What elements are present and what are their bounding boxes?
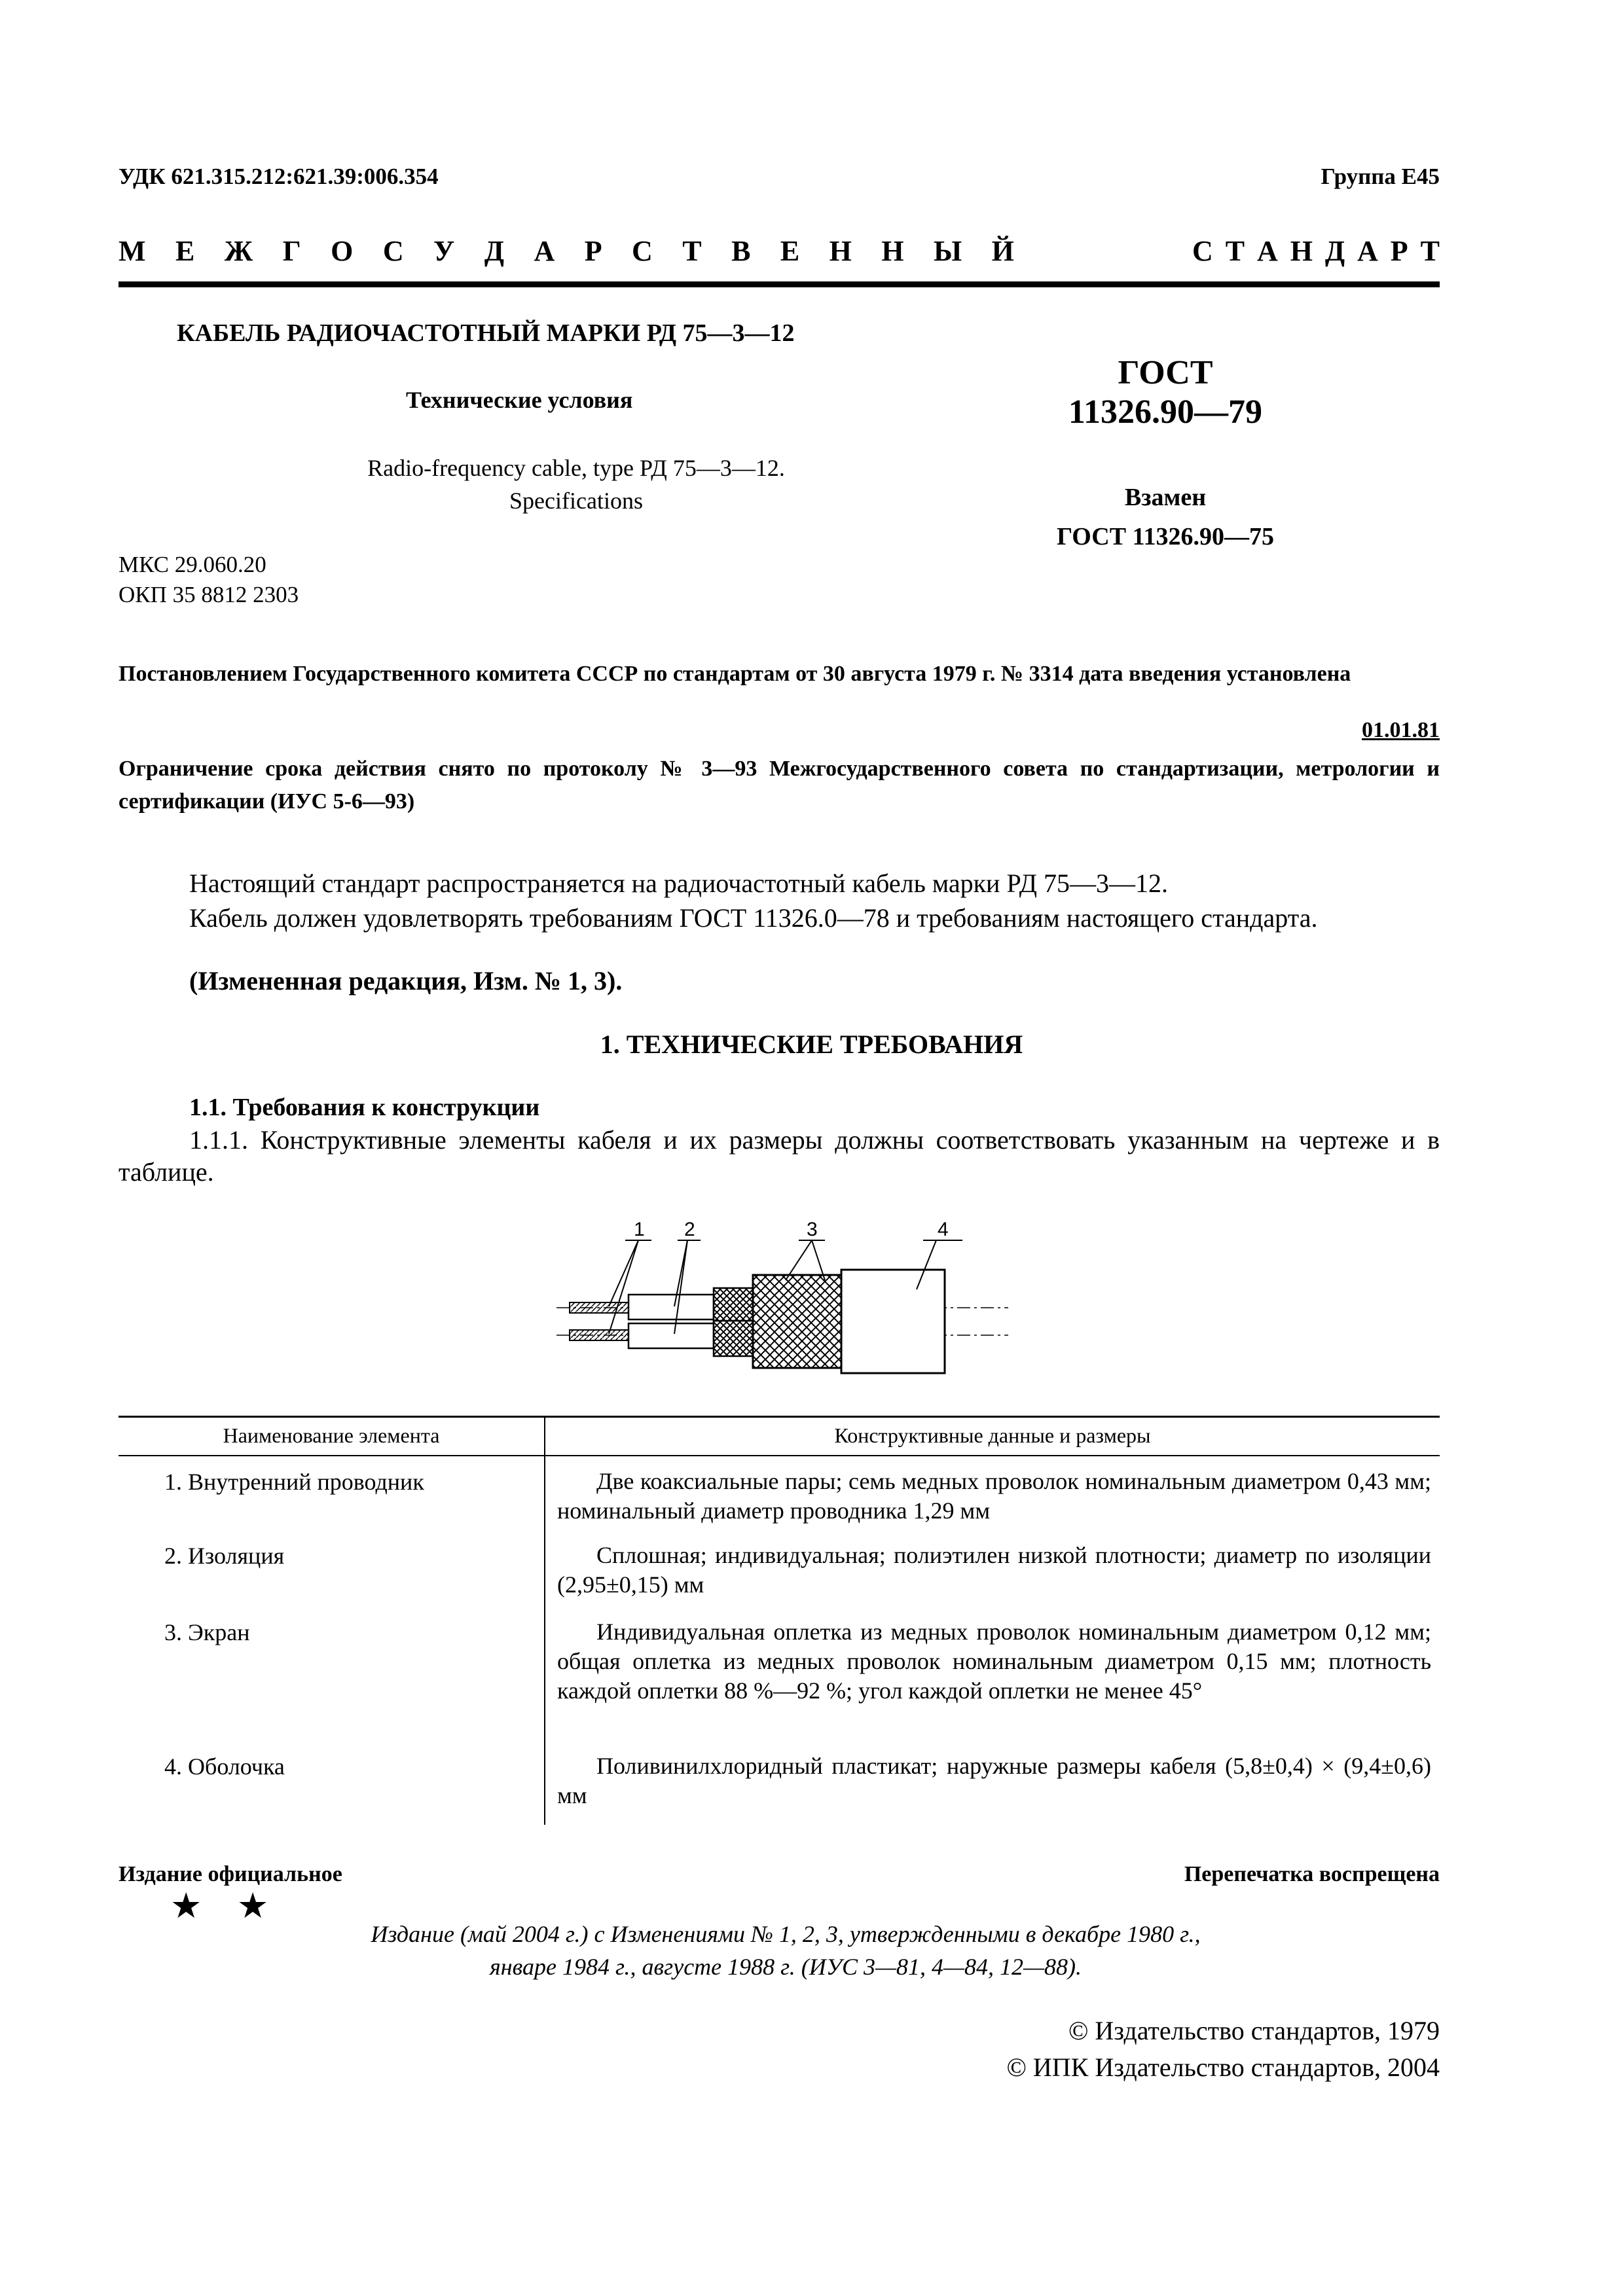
sheath [841,1270,945,1373]
gost-number: 11326.90—79 [1068,393,1263,431]
banner-letter: Н [881,235,904,267]
introduction-date: 01.01.81 [1362,718,1440,742]
subsection-heading: 1.1. Требования к конструкции [189,1094,540,1121]
replaces-block [1041,478,1290,556]
table-cell-element: 3. Экран [164,1619,250,1645]
banner-letter: О [331,235,354,267]
banner-letter: Ы [934,235,962,267]
banner-letter: С [632,235,653,267]
banner-letter: Е [175,235,195,267]
amendment-note: (Измененная редакция, Изм. № 1, 3). [189,966,623,996]
star-icon: ★ ★ [170,1886,282,1926]
banner-letter: У [433,235,455,267]
drawing-label-3: 3 [807,1219,818,1240]
table-cell-data: Сплошная; индивидуальная; полиэтилен низкой плотности; диаметр по изоляции (2,95±0,15) мм [557,1542,1431,1598]
banner-letter: А [1357,235,1378,267]
table-header-element: Наименование элемента [223,1424,440,1447]
insulation-lower [629,1323,714,1348]
banner-letter: М [119,235,146,267]
document-subtitle: Технические условия [406,387,633,413]
banner-letter: Р [584,235,602,267]
banner-letter: Н [1290,235,1313,267]
gost-designation [1041,353,1290,432]
screen-lower [714,1321,753,1356]
table-header-data: Конструктивные данные и размеры [834,1424,1151,1447]
banner-letter: Ж [224,235,253,267]
decree-text: Постановлением Государственного комитета СССР по стандартам от 30 августа 1979 г. № 3314 дата введения установлена [119,662,1351,686]
document-title: КАБЕЛЬ РАДИОЧАСТОТНЫЙ МАРКИ РД 75—3—12 [177,319,795,347]
section-heading: 1. ТЕХНИЧЕСКИЕ ТРЕБОВАНИЯ [600,1030,1023,1059]
drawing-label-4: 4 [938,1219,949,1240]
banner-letter: Т [1420,235,1440,267]
table-cell-element: 1. Внутренний проводник [164,1469,424,1495]
copyright-block [1007,2013,1440,2086]
classification-codes [119,550,299,610]
banner-letter: Д [1324,235,1345,267]
banner-letter: Т [1225,235,1245,267]
reprint-prohibited: Перепечатка воспрещена [1184,1862,1440,1886]
table-cell-data: Две коаксиальные пары; семь медных проволок номинальным диаметром 0,43 мм; номинальный диаметр проводника 1,29 мм [557,1468,1431,1524]
drawing-label-2: 2 [684,1219,695,1240]
english-title-line1: Radio-frequency cable, type РД 75—3—12. [367,455,785,481]
construction-paragraph: 1.1.1. Конструктивные элементы кабеля и их размеры должны соответствовать указанным на чертеже и в таблице. [119,1125,1440,1187]
table-cell-element: 2. Изоляция [164,1543,285,1569]
banner-letter: Т [682,235,702,267]
mks-code: МКС 29.060.20 [119,552,266,577]
table-top-rule [119,1416,1440,1418]
banner-letter: С [382,235,404,267]
insulation-upper [629,1295,714,1319]
okp-code: ОКП 35 8812 2303 [119,582,299,607]
edition-note-line2: январе 1984 г., августе 1988 г. (ИУС 3—81, 4—84, 12—88). [490,1954,1082,1980]
english-title [282,452,871,517]
overall-screen [753,1275,841,1368]
header-rule [119,281,1440,287]
table-cell-data: Индивидуальная оплетка из медных проволок номинальным диаметром 0,12 мм; общая оплетка из медных проволок номинальным диаметром 0,15 мм; плотность каждой оплетки 88 %—92 %; угол каждой оплетки не менее 45° [557,1619,1431,1704]
banner-letter: Д [484,235,505,267]
table-column-divider [544,1416,545,1825]
replaces-number: ГОСТ 11326.90—75 [1057,523,1274,550]
banner-letter: Й [991,235,1014,267]
english-title-line2: Specifications [509,488,643,514]
banner-word-interstate [119,234,1014,268]
banner-letter: А [534,235,555,267]
replaces-label: Взамен [1124,484,1207,511]
scope-paragraph: Настоящий стандарт распространяется на радиочастотный кабель марки РД 75—3—12. [189,869,1168,898]
requirements-paragraph: Кабель должен удовлетворять требованиям ГОСТ 11326.0—78 и требованиям настоящего стандарта. [189,903,1318,933]
official-edition: Издание официальное [119,1862,342,1886]
banner-word-standard [1192,234,1440,268]
banner-letter: С [1192,235,1213,267]
screen-upper [714,1288,753,1323]
table-cell-element: 4. Оболочка [164,1753,285,1780]
banner-letter: В [731,235,751,267]
table-cell-data: Поливинилхлоридный пластикат; наружные размеры кабеля (5,8±0,4) × (9,4±0,6) мм [557,1753,1431,1808]
cable-drawing [550,1217,1034,1394]
banner-letter: Р [1390,235,1408,267]
gost-label: ГОСТ [1118,354,1213,391]
drawing-label-1: 1 [634,1219,645,1240]
table-header-rule [119,1455,1440,1456]
edition-note-line1: Издание (май 2004 г.) с Изменениями № 1, 2, 3, утвержденными в декабре 1980 г., [371,1921,1201,1947]
edition-note [262,1918,1309,1983]
group-code: Группа Е45 [1321,164,1440,189]
banner-letter: А [1256,235,1278,267]
banner-letter: Е [780,235,800,267]
banner-letter: Г [282,235,301,267]
udk-code: УДК 621.315.212:621.39:006.354 [119,164,439,189]
interstate-standard-banner [119,234,1440,268]
copyright-line2: © ИПК Издательство стандартов, 2004 [1006,2053,1440,2082]
limitation-text: Ограничение срока действия снято по протоколу № 3—93 Межгосударственного совета по стандартизации, метрологии и сертификации (ИУС 5-6—93) [119,757,1440,814]
copyright-line1: © Издательство стандартов, 1979 [1068,2016,1440,2045]
banner-letter: Н [829,235,852,267]
